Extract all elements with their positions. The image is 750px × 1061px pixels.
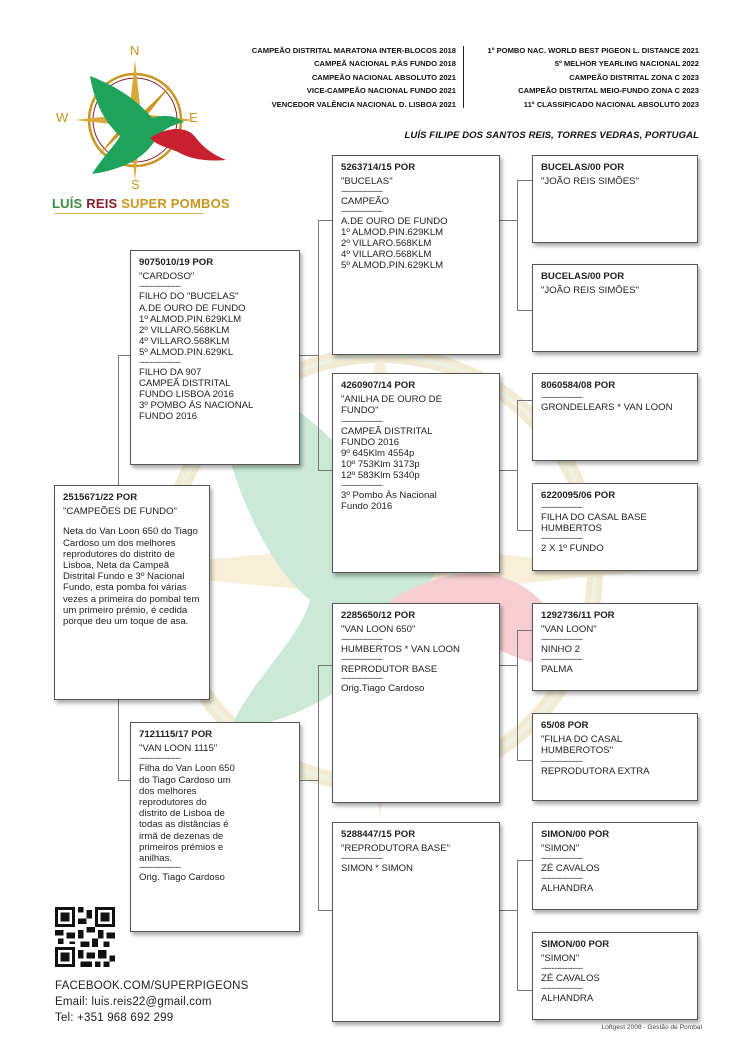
info-line: HUMBERTOS * VAN LOON	[341, 644, 460, 656]
info-line: do Tiago Cardoso um	[139, 774, 231, 786]
separator: ----------------	[541, 634, 583, 646]
separator: ----------------	[541, 755, 583, 767]
award: CAMPEÃO DISTRITAL ZONA C 2023	[569, 72, 699, 82]
award: VENCEDOR VALÊNCIA NACIONAL D. LISBOA 2021	[271, 99, 456, 109]
pigeon-card-dam-sire[interactable]	[332, 603, 500, 803]
info-line: todas as distâncias é	[139, 819, 229, 831]
pigeon-name: "VAN LOON"	[541, 624, 597, 636]
info-line: A.DE OURO DE FUNDO	[341, 215, 448, 227]
pigeon-card-sire-sire[interactable]	[332, 155, 500, 355]
info-line: 5º ALMOD.PIN.629KL	[139, 347, 234, 359]
info-line: CAMPEÃO	[341, 196, 389, 208]
ring-number: 4260907/14 POR	[341, 380, 416, 391]
info-line: HUMBERTOS	[541, 523, 602, 535]
info-line: FUNDO LISBOA 2016	[139, 389, 234, 401]
owner-name: LUÍS FILIPE DOS SANTOS REIS, TORRES VEDRAS, PORTUGAL	[404, 130, 699, 141]
pigeon-name: "REPRODUTORA BASE"	[341, 843, 450, 855]
connector	[318, 220, 319, 470]
pigeon-card-sdd[interactable]	[532, 483, 698, 571]
brand-name	[52, 196, 230, 211]
compass-n: N	[130, 43, 140, 58]
brand-name-first: LUÍS	[52, 196, 83, 211]
info-line: NINHO 2	[541, 644, 580, 656]
info-line: GRONDELEARS * VAN LOON	[541, 402, 673, 414]
separator: ----------------	[139, 753, 181, 765]
pigeon-name: HUMBEROTOS"	[541, 745, 613, 757]
info-line: 9º 645Klm 4554p	[341, 448, 415, 460]
info-line: FILHO DO "BUCELAS"	[139, 291, 239, 303]
software-credit: Loftgest 2008 - Gestão de Pombal	[601, 1024, 702, 1031]
info-line: CAMPEÃ DISTRITAL	[341, 425, 433, 437]
info-line: Filha do Van Loon 650	[139, 763, 235, 775]
info-line: ALHANDRA	[541, 992, 594, 1004]
connector	[500, 470, 518, 471]
contact-info	[55, 978, 249, 1026]
info-line: REPRODUTORA EXTRA	[541, 765, 650, 777]
phone-number[interactable]: Tel: +351 968 692 299	[55, 1012, 174, 1024]
ring-number: 5288447/15 POR	[341, 829, 416, 840]
awards-right	[470, 44, 699, 111]
info-line: FILHA DO CASAL BASE	[541, 512, 647, 524]
info-line: 2º VILLARO.568KLM	[139, 325, 230, 337]
info-line: 3º Pombo Às Nacional	[341, 489, 437, 501]
info-line: A.DE OURO DE FUNDO	[139, 302, 246, 314]
connector	[517, 180, 518, 310]
brand-name-tagline: SUPER POMBOS	[121, 196, 230, 211]
ring-number: 1292736/11 POR	[541, 610, 615, 621]
pigeon-name: "VAN LOON 650"	[341, 624, 416, 636]
pigeon-name: "ANILHA DE OURO DE	[341, 394, 442, 406]
separator: ----------------	[341, 479, 383, 491]
separator: ----------------	[541, 872, 583, 884]
ring-number: 6220095/06 POR	[541, 490, 616, 501]
info-line: 2 X 1º FUNDO	[541, 542, 604, 554]
pigeon-notes: Neta do Van Loon 650 do Tiago Cardoso um dos melhores reprodutores do distrito de Lisboa, Neta da Campeã Distrital Fundo e 3º Nacional Fundo, esta pomba foi várias vezes a primeira do pombal tem um primeiro prémio, é cedida porque deu um toque de asa.	[63, 526, 200, 628]
connector	[500, 910, 518, 911]
info-line: 12º 583Klm 5340p	[341, 470, 420, 482]
info-line: dos melhores	[139, 785, 197, 797]
separator: ----------------	[541, 502, 583, 514]
info-line: primeiros prémios e	[139, 841, 224, 853]
award: 11º CLASSIFICADO NACIONAL ABSOLUTO 2023	[523, 99, 699, 109]
info-line: CAMPEÃ DISTRITAL	[139, 377, 231, 389]
pigeon-card-sss[interactable]	[532, 155, 698, 243]
info-line: 5º ALMOD.PIN.629KLM	[341, 260, 444, 272]
connector	[318, 665, 332, 666]
pigeon-name: "FILHA DO CASAL	[541, 734, 623, 746]
pigeon-name: "CAMPEÕES DE FUNDO"	[63, 506, 177, 518]
info-line: 1º ALMOD.PIN.629KLM	[341, 226, 444, 238]
pigeon-card-ssd[interactable]	[532, 264, 698, 352]
connector	[517, 180, 532, 181]
pigeon-name: "BUCELAS"	[341, 176, 393, 188]
info-line: 4º VILLARO.568KLM	[139, 336, 230, 348]
info-line: 10º 753Klm 3173p	[341, 459, 420, 471]
pigeon-card-dds[interactable]	[532, 822, 698, 910]
awards-divider	[463, 46, 464, 108]
pigeon-card-dam-dam[interactable]	[332, 822, 500, 1022]
separator: ----------------	[139, 862, 181, 874]
connector	[517, 400, 532, 401]
ring-number: 9075010/19 POR	[139, 257, 214, 268]
pigeon-card-subject[interactable]	[54, 485, 210, 700]
pigeon-name: "CARDOSO"	[139, 271, 195, 283]
pigeon-card-sire-dam[interactable]	[332, 373, 500, 573]
pigeon-card-sire[interactable]	[130, 250, 300, 465]
info-line: FUNDO 2016	[341, 436, 400, 448]
separator: ----------------	[341, 415, 383, 427]
pigeon-name: "VAN LOON 1115"	[139, 743, 218, 755]
info-line: 4º VILLARO.568KLM	[341, 249, 432, 261]
separator: ----------------	[541, 653, 583, 665]
info-line: FILHO DA 907	[139, 366, 202, 378]
separator: ----------------	[541, 392, 583, 404]
ring-number: BUCELAS/00 POR	[541, 162, 625, 173]
connector	[318, 665, 319, 910]
brand-underline	[54, 213, 204, 214]
separator: ----------------	[541, 853, 583, 865]
compass-s: S	[131, 177, 140, 192]
ring-number: BUCELAS/00 POR	[541, 271, 625, 282]
separator: ----------------	[341, 853, 383, 865]
separator: ----------------	[341, 205, 383, 217]
pigeon-name: "JOÃO REIS SIMÕES"	[541, 176, 639, 188]
ring-number: SIMON/00 POR	[541, 829, 610, 840]
pigeon-name: "SIMON"	[541, 953, 580, 965]
ring-number: 5263714/15 POR	[341, 162, 416, 173]
separator: ----------------	[341, 186, 383, 198]
connector	[517, 860, 518, 990]
info-line: 2º VILLARO.568KLM	[341, 238, 432, 250]
compass-w: W	[56, 110, 69, 125]
info-line: PALMA	[541, 663, 573, 675]
connector	[318, 220, 332, 221]
ring-number: 8060584/08 POR	[541, 380, 616, 391]
connector	[517, 630, 532, 631]
awards-left	[232, 44, 456, 111]
brand-logo	[40, 42, 230, 192]
connector	[517, 310, 532, 311]
separator: ----------------	[341, 634, 383, 646]
award: CAMPEÃ NACIONAL P.ÀS FUNDO 2018	[314, 59, 456, 69]
pigeon-card-dam[interactable]	[130, 722, 300, 932]
info-line: ZÉ CAVALOS	[541, 863, 600, 875]
connector	[517, 760, 532, 761]
compass-e: E	[189, 110, 198, 125]
award: 5º MELHOR YEARLING NACIONAL 2022	[554, 59, 699, 69]
info-line: irmã de dezenas de	[139, 830, 224, 842]
info-line: Fundo 2016	[341, 500, 393, 512]
connector	[500, 220, 518, 221]
info-line: Orig.Tiago Cardoso	[341, 682, 425, 694]
pigeon-name: FUNDO"	[341, 405, 379, 417]
separator: ----------------	[541, 532, 583, 544]
ring-number: 2515671/22 POR	[63, 492, 138, 503]
separator: ----------------	[341, 672, 383, 684]
connector	[517, 530, 532, 531]
pigeon-card-dsd[interactable]	[532, 713, 698, 801]
ring-number: 2285650/12 POR	[341, 610, 416, 621]
pigeon-card-sds[interactable]	[532, 373, 698, 461]
connector	[500, 665, 518, 666]
info-line: Orig. Tiago Cardoso	[139, 872, 225, 884]
connector	[517, 630, 518, 760]
info-line: 1º ALMOD.PIN.629KLM	[139, 313, 242, 325]
pigeon-name: "JOÃO REIS SIMÕES"	[541, 285, 639, 297]
email-link[interactable]: Email: luis.reis22@gmail.com	[55, 996, 212, 1008]
separator: ----------------	[541, 982, 583, 994]
separator: ----------------	[341, 653, 383, 665]
info-line: FUNDO 2016	[139, 411, 198, 423]
pigeon-card-ddd[interactable]	[532, 932, 698, 1020]
award: 1º POMBO NAC. WORLD BEST PIGEON L. DISTANCE 2021	[487, 46, 699, 55]
award: VICE-CAMPEÃO NACIONAL FUNDO 2021	[306, 86, 456, 96]
separator: ----------------	[139, 281, 181, 293]
award: CAMPEÃO NACIONAL ABSOLUTO 2021	[311, 72, 456, 82]
connector	[318, 470, 332, 471]
pigeon-name: "SIMON"	[541, 843, 580, 855]
info-line: reprodutores do	[139, 797, 207, 809]
info-line: 3º POMBO ÁS NACIONAL	[139, 400, 254, 412]
award: CAMPEÃO DISTRITAL MEIO-FUNDO ZONA C 2023	[518, 86, 699, 96]
facebook-link[interactable]: FACEBOOK.COM/SUPERPIGEONS	[55, 980, 249, 992]
separator: ----------------	[541, 963, 583, 975]
info-line: SIMON * SIMON	[341, 863, 413, 875]
connector	[517, 990, 532, 991]
info-line: ALHANDRA	[541, 882, 594, 894]
ring-number: 65/08 POR	[541, 720, 589, 731]
connector	[318, 910, 332, 911]
brand-name-last: REIS	[86, 196, 118, 211]
connector	[517, 400, 518, 530]
qr-code[interactable]	[55, 907, 115, 967]
info-line: distrito de Lisboa de	[139, 808, 225, 820]
pigeon-card-dss[interactable]	[532, 603, 698, 691]
info-line: ZÉ CAVALOS	[541, 973, 600, 985]
ring-number: SIMON/00 POR	[541, 939, 610, 950]
connector	[300, 355, 319, 356]
connector	[300, 780, 319, 781]
info-line: anilhas.	[139, 853, 173, 865]
award: CAMPEÃO DISTRITAL MARATONA INTER-BLOCOS 2018	[251, 46, 456, 55]
separator: ----------------	[139, 356, 181, 368]
info-line: REPRODUTOR BASE	[341, 663, 438, 675]
connector	[517, 860, 532, 861]
ring-number: 7121115/17 POR	[139, 729, 213, 740]
